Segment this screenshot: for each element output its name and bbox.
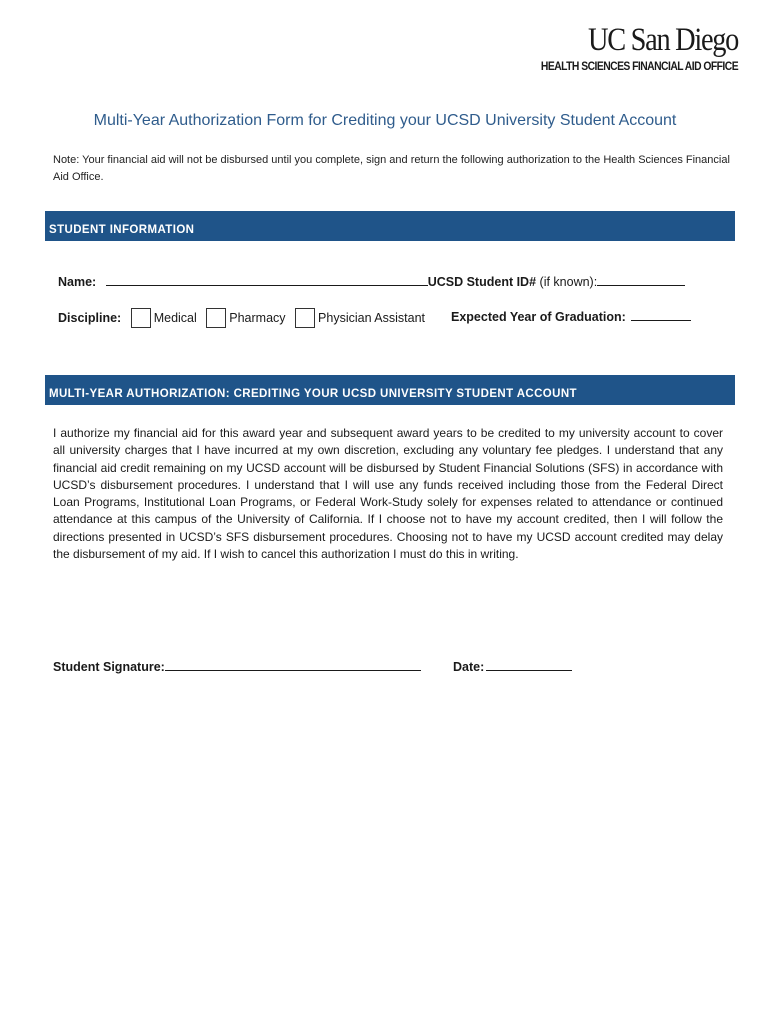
section-header-multi-year-authorization: MULTI-YEAR AUTHORIZATION: CREDITING YOUR UCSD UNIVERSITY STUDENT ACCOUNT [45, 375, 735, 405]
discipline-row [58, 308, 425, 328]
discipline-label: Discipline: [58, 311, 122, 325]
name-row [58, 273, 685, 289]
disbursement-note: Note: Your financial aid will not be disbursed until you complete, sign and return the following authorization to the Health Sciences Financial Aid Office. [53, 154, 730, 183]
date-field[interactable] [486, 658, 572, 671]
pharmacy-option-label: Pharmacy [229, 311, 286, 325]
form-title: Multi-Year Authorization Form for Crediting your UCSD University Student Account [93, 112, 677, 129]
date-label: Date: [453, 660, 485, 674]
signature-label: Student Signature: [53, 660, 165, 674]
name-label: Name: [58, 275, 97, 289]
date-row [453, 658, 572, 674]
logo-subtitle: HEALTH SCIENCES FINANCIAL AID OFFICE [540, 61, 738, 73]
signature-field[interactable] [165, 658, 421, 671]
logo-wordmark: UC San Diego [587, 22, 738, 58]
graduation-year-field[interactable] [631, 308, 691, 321]
student-id-field[interactable] [597, 273, 685, 286]
medical-checkbox[interactable] [131, 308, 151, 328]
physician-assistant-option-label: Physician Assistant [318, 311, 426, 325]
physician-assistant-checkbox[interactable] [295, 308, 315, 328]
graduation-year-row [451, 308, 691, 324]
ucsd-logo [519, 22, 738, 73]
graduation-year-label: Expected Year of Graduation: [451, 310, 626, 324]
name-field[interactable] [106, 273, 428, 286]
authorization-paragraph: I authorize my financial aid for this award year and subsequent award years to be credited to my university account to cover all university charges that I have incurred at my own discretion, excluding any voluntary fee pledges. I understand that any financial aid credit remaining on my UCSD account will be disbursed by Student Financial Solutions (SFS) in accordance with UCSD’s disbursement procedures. I understand that I will use any funds received including those from the Federal Direct Loan Programs, Institutional Loan Programs, or Federal Work-Study solely for expenses related to attendance or continued attendance at this campus of the University of California. If I choose not to have my account credited, then I will follow the directions presented in UCSD’s SFS disbursement procedures. Choosing not to have my UCSD account credited may delay the disbursement of my aid. If I wish to cancel this authorization I must do this in writing. [53, 426, 723, 562]
student-id-hint: (if known): [539, 275, 598, 289]
pharmacy-checkbox[interactable] [206, 308, 226, 328]
student-id-label: UCSD Student ID# [427, 275, 537, 289]
section-header-student-information: STUDENT INFORMATION [45, 211, 735, 241]
medical-option-label: Medical [153, 311, 197, 325]
signature-row [53, 658, 421, 674]
